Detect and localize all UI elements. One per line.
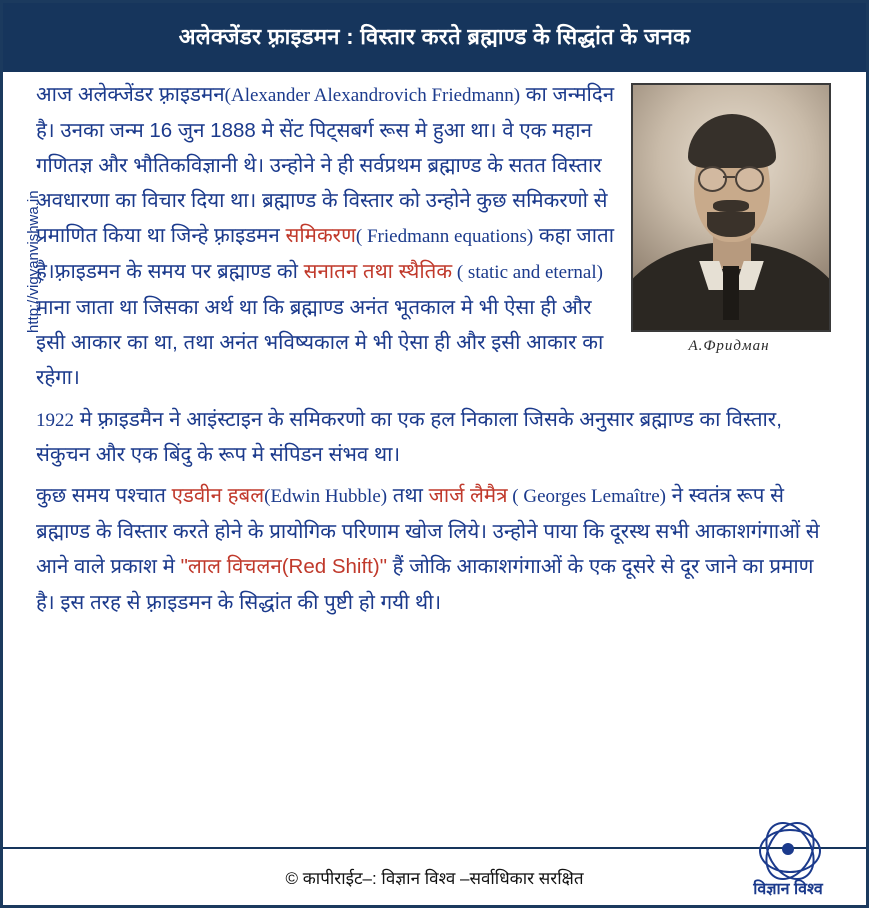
text-run: कुछ समय पश्चात (36, 484, 172, 508)
text-run: ( Friedmann equations) (355, 226, 534, 248)
page-header (3, 3, 866, 72)
atom-icon (751, 823, 825, 875)
text-run: (Edwin Hubble) (264, 486, 388, 508)
text-run: ने स्वतंत्र रूप से ब्रह्माण्ड के विस्तार करते होने के प्रायोगिक परिणाम खोज लिये। उन्होने पाया कि दूरस्थ सभी आकाशगंगाओं से आने वाले प्रकाश मे (36, 484, 820, 579)
text-run: हैं जोकि आकाशगंगाओं के एक दूसरे से दूर जाने का प्रमाण है। इस तरह से फ़्राइडमन के सिद्धांत की पुष्टी हो गयी थी। (36, 555, 814, 614)
page-title: अलेक्जेंडर फ़्राइडमन : विस्तार करते ब्रह्माण्ड के सिद्धांत के जनक (178, 24, 691, 49)
paragraph-2 (36, 402, 836, 473)
text-run: "लाल विचलन(Red Shift)" (180, 555, 387, 579)
text-run: तथा (387, 484, 429, 508)
text-run: आज अलेक्जेंडर फ़्राइडमन (36, 83, 225, 106)
text-run: ( static and eternal) (452, 262, 603, 284)
text-run: सनातन तथा स्थैतिक (303, 260, 453, 284)
site-logo (728, 823, 848, 899)
text-run: एडवीन हबल (171, 484, 265, 508)
paragraph-3 (36, 478, 836, 619)
site-url-text: http://vigyanvishwa.in (25, 190, 42, 333)
friedmann-portrait-image (631, 83, 831, 332)
text-run: 1922 (36, 409, 74, 431)
text-run: (Alexander Alexandrovich Friedmann) (224, 85, 521, 106)
portrait-signature: А.Фридман (688, 338, 770, 354)
text-run: समिकरण (285, 224, 356, 248)
article-body (36, 77, 836, 857)
site-logo-label: विज्ञान विश्व (753, 881, 823, 898)
copyright-text: © कापीराईट–: विज्ञान विश्व –सर्वाधिकार सरक्षित (285, 868, 584, 888)
text-run: मे फ़्राइडमैन ने आइंस्टाइन के समिकरणो का एक हल निकाला जिसके अनुसार ब्रह्माण्ड का विस्तार, संकुचन और एक बिंदु के रूप मे संपिडन संभव था। (36, 407, 782, 467)
text-run: कहा जाता है।फ़्राइडमन के समय पर ब्रह्माण्ड को (36, 224, 615, 284)
text-run: जार्ज लैमैत्र (428, 484, 508, 508)
text-run: ( Georges Lemaître) (507, 486, 666, 508)
portrait-figure (631, 83, 836, 355)
text-run: का जन्मदिन है। उनका जन्म 16 जुन 1888 मे सेंट पिट्सबर्ग रूस मे हुआ था। वे एक महान गणितज्ञ और भौतिकविज्ञानी थे। उन्होने ने ही सर्वप्रथम ब्रह्माण्ड के सतत विस्तार अवधारणा का विचार दिया था। ब्रह्माण्ड के विस्तार को उन्होने कुछ समिकरणो से प्रमाणित किया था जिन्हे फ़्राइडमन (36, 83, 615, 248)
text-run: माना जाता था जिसका अर्थ था कि ब्रह्माण्ड अनंत भूतकाल मे भी ऐसा ही और इसी आकार का था, तथा अनंत भविष्यकाल मे भी ऐसा ही और इसी आकार का रहेगा। (36, 295, 604, 390)
site-url-vertical (5, 190, 42, 583)
